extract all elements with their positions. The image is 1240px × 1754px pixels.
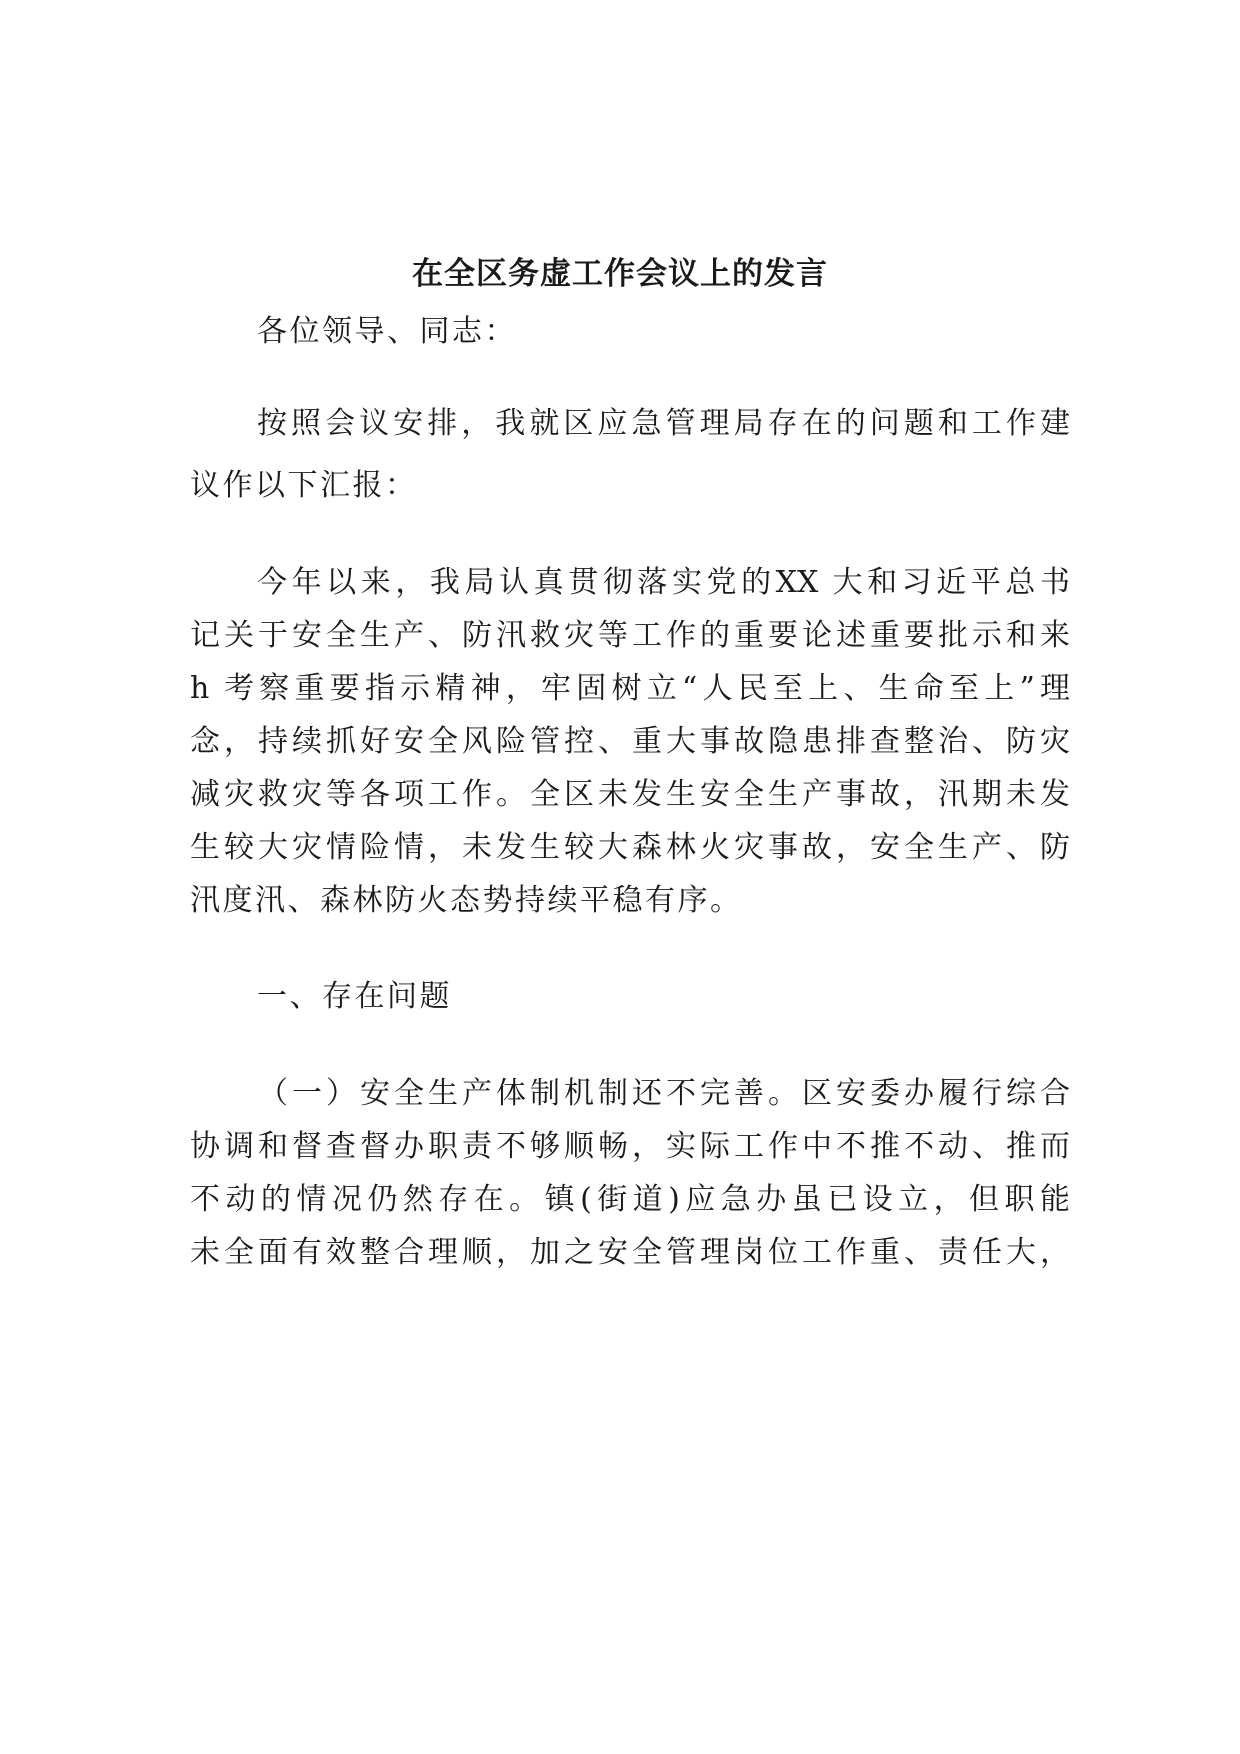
greeting-line: 各位领导、同志： — [257, 314, 517, 349]
subsection-line: 协调和督查督办职责不够顺畅，实际工作中不推不动、推而 — [190, 1129, 1070, 1164]
paragraph-line: 今年以来，我局认真贯彻落实党的XX 大和习近平总书 — [257, 565, 1070, 600]
paragraph-line: 减灾救灾等各项工作。全区未发生安全生产事故，汛期未发 — [190, 777, 1070, 812]
paragraph-line: 汛度汛、森林防火态势持续平稳有序。 — [190, 883, 743, 918]
paragraph-line: 念，持续抓好安全风险管控、重大事故隐患排查整治、防灾 — [190, 724, 1070, 759]
paragraph-line: 记关于安全生产、防汛救灾等工作的重要论述重要批示和来 — [190, 618, 1070, 653]
subsection-line: （一）安全生产体制机制还不完善。区安委办履行综合 — [258, 1076, 1070, 1111]
subsection-line: 不动的情况仍然存在。镇(街道)应急办虽已设立，但职能 — [190, 1182, 1070, 1217]
section-heading: 一、存在问题 — [257, 979, 452, 1014]
paragraph-line: 按照会议安排，我就区应急管理局存在的问题和工作建 — [257, 406, 1070, 441]
paragraph-line: 议作以下汇报： — [190, 468, 418, 503]
subsection-line: 未全面有效整合理顺，加之安全管理岗位工作重、责任大， — [190, 1235, 1070, 1270]
document-title: 在全区务虚工作会议上的发言 — [412, 256, 828, 292]
paragraph-line: h 考察重要指示精神，牢固树立“人民至上、生命至上”理 — [190, 671, 1070, 706]
paragraph-line: 生较大灾情险情，未发生较大森林火灾事故，安全生产、防 — [190, 830, 1070, 865]
